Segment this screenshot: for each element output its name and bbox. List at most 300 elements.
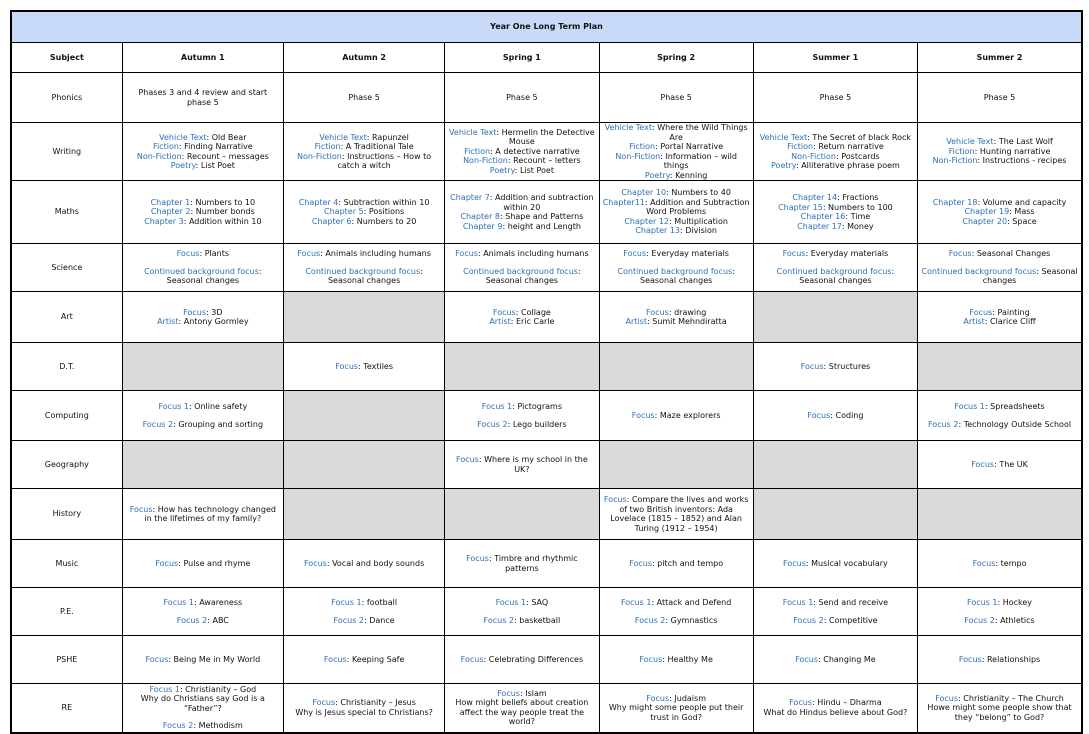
cell-label: Focus (623, 249, 647, 259)
cell-text: Phases 3 and 4 review and start phase 5 (138, 88, 268, 107)
empty-cell (918, 489, 1082, 540)
cell-text: : Antony Gormley (178, 317, 249, 326)
cell-line (126, 142, 280, 152)
cell-line (603, 171, 750, 181)
cell-label: Chapter 2 (150, 207, 191, 217)
cell-line (448, 249, 595, 259)
cell-text: Seasonal changes (166, 276, 239, 286)
cell-text: : Awareness (193, 598, 243, 607)
cell-line (921, 598, 1078, 608)
subject-cell: Music (11, 540, 122, 588)
cell-line (287, 559, 441, 569)
plan-cell (122, 73, 283, 123)
cell-label: Focus 1 (149, 684, 180, 694)
cell-line (287, 198, 441, 208)
cell-line (287, 655, 441, 665)
cell-text: How might beliefs about creation affect the way people treat the world? (455, 698, 589, 727)
cell-line (603, 655, 750, 665)
plan-cell (918, 391, 1082, 441)
cell-text: : Numbers to 10 (190, 197, 256, 207)
cell-text: : Seasonal changes (982, 266, 1078, 286)
cell-label: Chapter 10 (621, 188, 667, 198)
cell-text: : Compare the lives and works of two British inventors: Ada Lovelace (1815 – 1852) and Alan Turing (1912 – 1954) (610, 495, 749, 533)
cell-text: : Portal Narrative (655, 142, 724, 151)
cell-line (448, 128, 595, 147)
plan-cell (445, 684, 599, 733)
cell-text: : Christianity – The Church (958, 693, 1064, 703)
plan-cell (445, 244, 599, 292)
cell-label: Chapter 15 (778, 202, 823, 212)
cell-line (757, 411, 914, 421)
cell-text: : pitch and tempo (652, 558, 724, 568)
cell-label: Focus 1 (967, 598, 998, 607)
cell-label: Focus (155, 558, 179, 568)
cell-line (757, 249, 914, 259)
cell-text: : Volume and capacity (977, 197, 1067, 207)
cell-line (757, 152, 914, 162)
cell-text: : How has technology changed in the lifetimes of my family? (144, 504, 276, 523)
cell-line (287, 598, 441, 608)
cell-label: Artist (489, 317, 511, 326)
cell-text: Why do Christians say God is a “Father”? (140, 694, 265, 713)
cell-text: : Mass (1009, 207, 1035, 217)
cell-text: : drawing (668, 307, 707, 317)
cell-label: Focus 1 (158, 402, 189, 411)
cell-line (126, 402, 280, 412)
cell-text: : Rapunzel (366, 132, 409, 142)
cell-text: : Send and receive (813, 598, 889, 607)
cell-label: Focus (497, 688, 520, 698)
cell-line (757, 259, 914, 267)
cell-label: Focus 1 (620, 598, 652, 607)
plan-cell (283, 588, 444, 636)
cell-line (921, 608, 1078, 616)
cell-text: : Numbers to 100 (822, 202, 893, 212)
cell-line (603, 152, 750, 171)
cell-line (603, 142, 750, 152)
cell-text: : SAQ (526, 598, 549, 607)
plan-cell (599, 391, 753, 441)
header-row (11, 43, 1082, 73)
cell-label: Focus (789, 698, 812, 708)
cell-text: : Musical vocabulary (805, 558, 888, 568)
cell-label: Focus (335, 361, 359, 371)
cell-line (448, 655, 595, 665)
column-header-autumn-1: Autumn 1 (122, 43, 283, 73)
table-row (11, 588, 1082, 636)
subject-cell: Science (11, 244, 122, 292)
plan-cell (122, 540, 283, 588)
cell-line (757, 267, 914, 277)
plan-cell (283, 244, 444, 292)
cell-text: : Hindu – Dharma (811, 698, 882, 708)
cell-label: Focus 1 (163, 598, 194, 607)
cell-text: : Painting (992, 307, 1030, 317)
plan-cell (753, 636, 917, 684)
cell-line (287, 708, 441, 718)
cell-line (448, 147, 595, 157)
table-row (11, 123, 1082, 181)
cell-label: Focus (603, 495, 627, 504)
cell-line (603, 703, 750, 722)
cell-text: : Changing Me (818, 654, 876, 664)
plan-cell (122, 391, 283, 441)
cell-line (448, 698, 595, 727)
cell-line (287, 608, 441, 616)
cell-line (287, 267, 441, 277)
cell-line (126, 198, 280, 208)
subject-cell: Writing (11, 123, 122, 181)
cell-label: Focus (312, 698, 336, 708)
cell-text: Phase 5 (660, 92, 692, 102)
plan-cell (445, 181, 599, 244)
cell-line (603, 317, 750, 327)
cell-text: Seasonal changes (639, 276, 713, 286)
cell-line (287, 259, 441, 267)
cell-line (921, 694, 1078, 704)
cell-line (448, 276, 595, 286)
long-term-plan-table (10, 10, 1083, 734)
cell-text: : Judaism (669, 693, 706, 703)
cell-line (921, 559, 1078, 569)
cell-label: Focus 2 (964, 615, 995, 625)
cell-line (448, 616, 595, 626)
cell-line (126, 685, 280, 695)
plan-cell (445, 588, 599, 636)
cell-label: Focus (969, 307, 993, 317)
cell-line (448, 193, 595, 212)
cell-line (603, 411, 750, 421)
cell-line (126, 276, 280, 286)
cell-line (603, 123, 750, 142)
subject-cell: Art (11, 292, 122, 343)
cell-text: : Eric Carle (510, 317, 555, 326)
cell-label: Focus (455, 249, 478, 259)
cell-line (287, 93, 441, 103)
cell-text: Phase 5 (348, 92, 380, 102)
column-header-summer-1: Summer 1 (753, 43, 917, 73)
cell-line (921, 308, 1078, 318)
cell-line (603, 249, 750, 259)
cell-text: : A Traditional Tale (340, 142, 414, 151)
cell-label: Focus (783, 558, 806, 568)
empty-cell (122, 343, 283, 391)
cell-label: Focus (646, 307, 669, 317)
cell-text: : Grouping and sorting (173, 419, 264, 429)
cell-text: : Fractions (837, 193, 879, 202)
plan-cell (918, 244, 1082, 292)
cell-line (757, 598, 914, 608)
cell-line (448, 412, 595, 420)
column-header-spring-1: Spring 1 (445, 43, 599, 73)
cell-label: Chapter 5 (324, 207, 364, 217)
cell-text: : (577, 266, 581, 276)
plan-cell (599, 73, 753, 123)
table-row (11, 540, 1082, 588)
cell-label: Artist (625, 317, 647, 326)
cell-line (126, 616, 280, 626)
empty-cell (599, 343, 753, 391)
cell-text: : Islam (519, 688, 547, 698)
cell-line (757, 93, 914, 103)
cell-text: : Hockey (997, 598, 1033, 607)
plan-cell (122, 244, 283, 292)
empty-cell (753, 292, 917, 343)
cell-label: Chapter 1 (150, 197, 191, 207)
cell-label: Chapter 12 (624, 216, 670, 226)
cell-line (757, 616, 914, 626)
cell-line (921, 249, 1078, 259)
cell-label: Vehicle Text (759, 132, 808, 142)
cell-label: Focus (183, 307, 206, 317)
cell-label: Focus (807, 410, 831, 420)
cell-label: Focus (492, 307, 516, 317)
cell-label: Fiction (629, 142, 656, 151)
subject-cell: D.T. (11, 343, 122, 391)
cell-text: : Addition within 10 (183, 216, 262, 226)
cell-line (921, 147, 1078, 157)
plan-cell (599, 244, 753, 292)
cell-label: Focus (629, 558, 653, 568)
cell-text: : Gymnastics (665, 615, 718, 625)
cell-text: : The Last Wolf (993, 137, 1053, 147)
cell-label: Focus (800, 361, 824, 371)
subject-cell: RE (11, 684, 122, 733)
cell-line (448, 156, 595, 166)
cell-line (921, 93, 1078, 103)
cell-text: : Seasonal Changes (971, 249, 1051, 259)
cell-line (921, 198, 1078, 208)
cell-label: Fiction (314, 142, 341, 151)
cell-line (126, 161, 280, 171)
cell-label: Continued background focus (776, 266, 892, 276)
cell-line (126, 152, 280, 162)
table-row (11, 244, 1082, 292)
cell-label: Focus (972, 558, 996, 568)
cell-label: Focus (639, 654, 663, 664)
cell-label: Poetry (644, 170, 670, 180)
cell-line (921, 703, 1078, 722)
cell-label: Focus (145, 654, 169, 664)
cell-line (448, 317, 595, 327)
table-row (11, 73, 1082, 123)
cell-text: : Attack and Defend (651, 598, 732, 607)
cell-text: : Finding Narrative (178, 142, 253, 151)
cell-label: Focus (935, 693, 959, 703)
cell-text: : Recount – letters (507, 156, 581, 166)
empty-cell (283, 441, 444, 489)
plan-cell (918, 540, 1082, 588)
cell-label: Chapter 6 (311, 216, 352, 226)
cell-line (921, 207, 1078, 217)
cell-label: Non-Fiction (463, 156, 508, 166)
cell-line (448, 212, 595, 222)
subject-cell: Geography (11, 441, 122, 489)
cell-label: Chapter 13 (635, 226, 681, 236)
cell-text: : Animals including humans (320, 249, 431, 259)
cell-line (126, 559, 280, 569)
subject-cell: PSHE (11, 636, 122, 684)
cell-text: : tempo (995, 558, 1027, 568)
cell-text: : Where is my school in the UK? (478, 455, 588, 474)
cell-label: Vehicle Text (946, 137, 994, 147)
cell-label: Continued background focus (617, 266, 733, 276)
subject-cell: P.E. (11, 588, 122, 636)
empty-cell (283, 391, 444, 441)
plan-cell (753, 343, 917, 391)
cell-text: : Instructions - recipes (977, 156, 1067, 166)
cell-label: Focus (297, 249, 321, 259)
plan-cell (753, 244, 917, 292)
cell-text: : Shape and Patterns (500, 212, 584, 221)
plan-cell (753, 181, 917, 244)
cell-text: : Technology Outside School (958, 419, 1072, 429)
cell-line (126, 217, 280, 227)
cell-line (126, 713, 280, 721)
empty-cell (122, 441, 283, 489)
cell-line (921, 460, 1078, 470)
cell-text: : Athletics (994, 615, 1035, 625)
cell-text: : Old Bear (206, 132, 247, 142)
cell-line (757, 222, 914, 232)
cell-text: : List Poet (195, 161, 235, 170)
cell-line (448, 554, 595, 573)
plan-cell (753, 588, 917, 636)
cell-text: : Collage (515, 307, 551, 317)
plan-cell (445, 73, 599, 123)
cell-label: Fiction (948, 146, 975, 156)
cell-text: : Return narrative (813, 142, 884, 151)
cell-label: Focus (460, 654, 484, 664)
column-header-summer-2: Summer 2 (918, 43, 1082, 73)
plan-cell (599, 123, 753, 181)
empty-cell (753, 489, 917, 540)
cell-text: : Space (1007, 216, 1037, 226)
empty-cell (283, 292, 444, 343)
plan-cell (918, 73, 1082, 123)
cell-label: Focus 2 (634, 615, 666, 625)
cell-line (603, 308, 750, 318)
cell-text: : Time (845, 212, 871, 221)
plan-cell (283, 123, 444, 181)
cell-line (603, 276, 750, 286)
column-header-spring-2: Spring 2 (599, 43, 753, 73)
cell-line (287, 217, 441, 227)
empty-cell (599, 441, 753, 489)
cell-label: Focus (323, 654, 347, 664)
cell-line (126, 505, 280, 524)
cell-label: Poetry (489, 165, 515, 175)
cell-label: Chapter 4 (298, 197, 339, 207)
cell-text: : Online safety (188, 402, 248, 411)
cell-line (603, 616, 750, 626)
cell-line (126, 259, 280, 267)
cell-label: Chapter 20 (962, 216, 1008, 226)
cell-line (448, 455, 595, 474)
cell-line (757, 608, 914, 616)
cell-text: : (420, 266, 423, 276)
cell-label: Continued background focus (305, 266, 421, 276)
cell-text: : A detective narrative (490, 146, 580, 156)
cell-line (126, 88, 280, 107)
cell-text: : Competitive (823, 615, 878, 625)
plan-body (11, 73, 1082, 733)
cell-label: Fiction (787, 142, 814, 151)
cell-line (603, 598, 750, 608)
cell-label: Focus (176, 249, 200, 259)
table-row (11, 391, 1082, 441)
cell-label: Vehicle Text (319, 132, 367, 142)
cell-label: Vehicle Text (604, 123, 652, 132)
cell-text: : Number bonds (190, 207, 255, 217)
cell-line (126, 420, 280, 430)
cell-line (757, 708, 914, 718)
cell-text: : Relationships (981, 654, 1041, 664)
cell-line (448, 93, 595, 103)
cell-line (287, 207, 441, 217)
plan-cell (445, 540, 599, 588)
cell-text: : Animals including humans (477, 249, 589, 259)
cell-text: : Positions (363, 207, 405, 217)
cell-line (448, 166, 595, 176)
cell-label: Artist (963, 317, 985, 326)
table-row (11, 636, 1082, 684)
cell-line (126, 249, 280, 259)
plan-cell (918, 441, 1082, 489)
plan-cell (599, 636, 753, 684)
cell-text: : List Poet (514, 165, 554, 175)
plan-cell (283, 73, 444, 123)
cell-label: Fiction (464, 146, 491, 156)
cell-line (448, 598, 595, 608)
plan-cell (122, 123, 283, 181)
cell-line (126, 655, 280, 665)
cell-line (126, 721, 280, 731)
cell-text: : Coding (830, 410, 864, 420)
cell-label: Continued background focus (144, 266, 259, 276)
cell-line (448, 267, 595, 277)
cell-label: Focus (631, 410, 655, 420)
cell-label: Focus 2 (483, 615, 515, 625)
cell-text: : Lego builders (507, 419, 567, 429)
cell-label: Focus (466, 554, 489, 563)
cell-line (757, 203, 914, 213)
cell-line (287, 152, 441, 171)
cell-text: : Methodism (193, 721, 243, 731)
cell-text: : (732, 266, 735, 276)
plan-cell (283, 636, 444, 684)
cell-line (603, 226, 750, 236)
cell-line (126, 694, 280, 713)
cell-line (603, 217, 750, 227)
cell-label: Focus 2 (927, 419, 959, 429)
cell-text: : Kenning (669, 170, 708, 180)
column-header-subject: Subject (11, 43, 122, 73)
plan-cell (753, 73, 917, 123)
cell-text: : Pictograms (512, 402, 563, 411)
cell-label: Chapter 17 (797, 221, 842, 231)
table-row (11, 441, 1082, 489)
cell-line (603, 188, 750, 198)
cell-line (126, 267, 280, 277)
cell-label: Chapter 7 (450, 193, 490, 202)
cell-line (921, 217, 1078, 227)
empty-cell (753, 441, 917, 489)
cell-text: : Sumit Mehndiratta (647, 317, 727, 326)
plan-cell (918, 292, 1082, 343)
cell-line (448, 420, 595, 430)
cell-line (603, 694, 750, 704)
